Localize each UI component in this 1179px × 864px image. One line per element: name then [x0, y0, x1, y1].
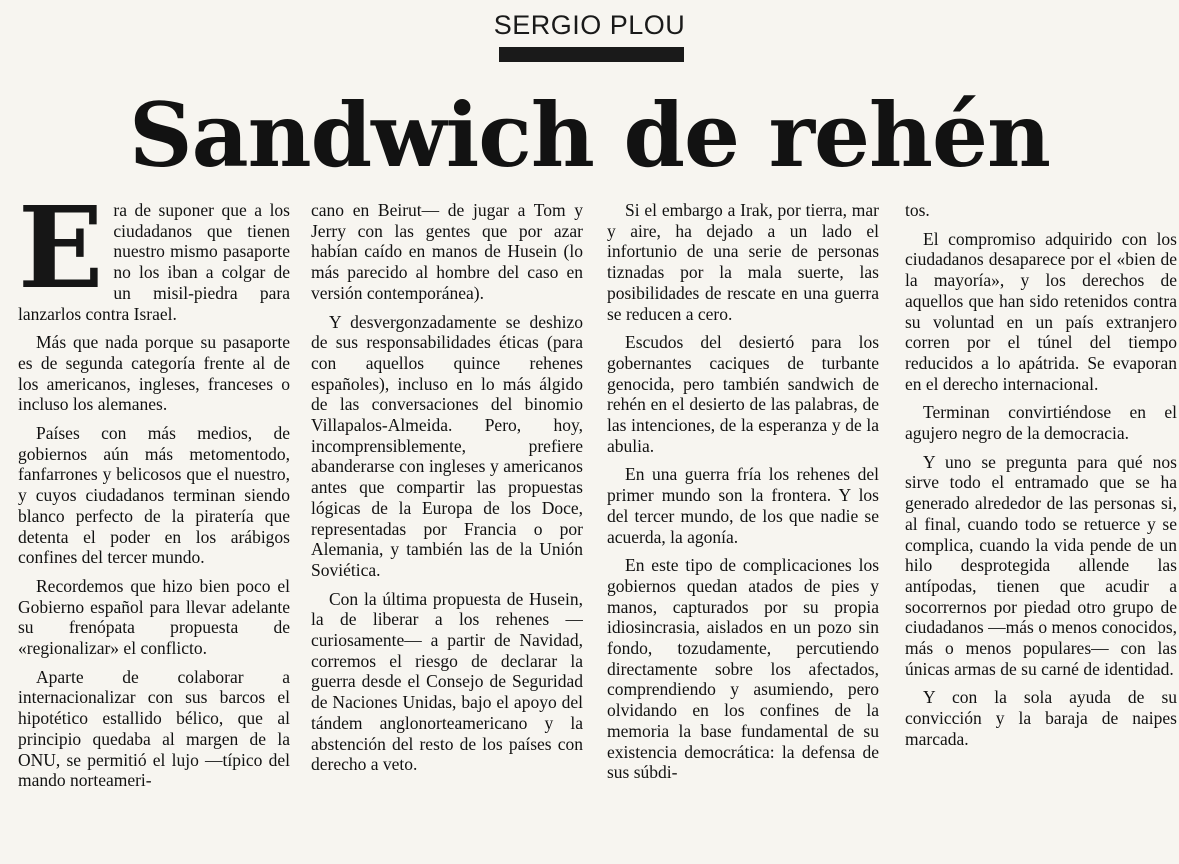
article-column-1	[18, 200, 290, 864]
article-paragraph: El compromiso adquirido con los ciudadanos desaparece por el «bien de la mayoría», y los derechos de aquellos que han sido retenidos contra su voluntad en un país extranjero corren por el túnel del tiempo reducidos a lo apátrida. Se evaporan en el derecho internacional.	[905, 228, 1177, 394]
article-paragraph: cano en Beirut— de jugar a Tom y Jerry con las gentes que por azar habían caído en manos de Husein (lo más parecido al hombre del caso en versión contemporánea).	[311, 200, 583, 303]
article-paragraph: Y uno se pregunta para qué nos sirve todo el entramado que se ha generado alrededor de las personas si, al final, cuando todo se retuerce y se complica, cuando la vida pende de un hilo desprotegida allende las antípodas, tienen que acudir a socorrernos por piedad otro grupo de ciudadanos —más o menos conocidos, más o menos populares— con las únicas armas de su carné de identidad.	[905, 451, 1177, 679]
article-column-4	[905, 200, 1177, 864]
byline: SERGIO PLOU	[493, 10, 686, 40]
article-paragraph: En una guerra fría los rehenes del primer mundo son la frontera. Y los del tercer mundo, de los que nadie se acuerda, la agonía.	[607, 464, 879, 547]
article-paragraph: Terminan convirtiéndose en el agujero negro de la democracia.	[905, 402, 1177, 444]
article-paragraph: Aparte de colaborar a internacionalizar con sus barcos el hipotético estallido bélico, que al principio quedaba al margen de la ONU, se permitió el lujo —típico del mando norteameri-	[18, 666, 290, 791]
article-paragraph: Si el embargo a Irak, por tierra, mar y aire, ha dejado a un lado el infortunio de una serie de personas tiznadas por la mala suerte, las posibilidades de rescate en una guerra se reducen a cero.	[607, 200, 879, 324]
article-paragraph: Más que nada porque su pasaporte es de segunda categoría frente al de los americanos, ingleses, franceses o incluso los alemanes.	[18, 332, 290, 415]
article-paragraph: Escudos del desiertó para los gobernantes caciques de turbante genocida, pero también sandwich de rehén en el desierto de las palabras, de las intenciones, de la esperanza y de la abulia.	[607, 332, 879, 456]
article-paragraph: Y desvergonzadamente se deshizo de sus responsabilidades éticas (para con aquellos quince rehenes españoles), incluso en lo más álgido de las conversaciones del binomio Villapalos-Almeida. Pero, hoy, incomprensiblemente, prefiere abanderarse con ingleses y americanos antes que compartir las propuestas lógicas de la Europa de los Doce, representadas por Francia o por Alemania, y también las de la Unión Soviética.	[311, 311, 583, 580]
article-paragraph: tos.	[905, 200, 930, 220]
article-paragraph	[18, 200, 290, 324]
article-paragraph: En este tipo de complicaciones los gobiernos quedan atados de pies y manos, capturados por su propia idiosincrasia, aislados en un pozo sin fondo, tozudamente, percutiendo directamente sobre los afectados, comprendiendo y asumiendo, pero olvidando en los confines de la memoria la base fundamental de su existencia democrática: la defensa de sus súbdi-	[607, 555, 879, 783]
article-paragraph: Recordemos que hizo bien poco el Gobierno español para llevar adelante su frenópata propuesta de «regionalizar» el conflicto.	[18, 575, 290, 659]
article-paragraph: Y con la sola ayuda de su convicción y la baraja de naipes marcada.	[905, 687, 1177, 749]
article-column-3	[607, 200, 879, 864]
paragraph-text: ra de suponer que a los ciudadanos que tienen nuestro mismo pasaporte no los iban a colgar de un misil-piedra para lanzarlos contra Israel.	[18, 200, 290, 324]
byline-bar	[499, 47, 684, 62]
headline: Sandwich de rehén	[129, 83, 1050, 187]
drop-cap: E	[18, 200, 104, 314]
article-column-2	[311, 200, 583, 864]
article-paragraph: Países con más medios, de gobiernos aún más metomentodo, fanfarrones y belicosos que el nuestro, y cuyos ciudadanos terminan siendo blanco perfecto de la piratería que detenta el poder en los arábigos confines del tercer mundo.	[18, 423, 290, 568]
article-paragraph: Con la última propuesta de Husein, la de liberar a los rehenes —curiosamente— a partir de Navidad, corremos el riesgo de declarar la guerra desde el Consejo de Seguridad de Naciones Unidas, bajo el apoyo del tándem anglonorteamericano y la abstención del resto de los países con derecho a veto.	[311, 588, 583, 775]
